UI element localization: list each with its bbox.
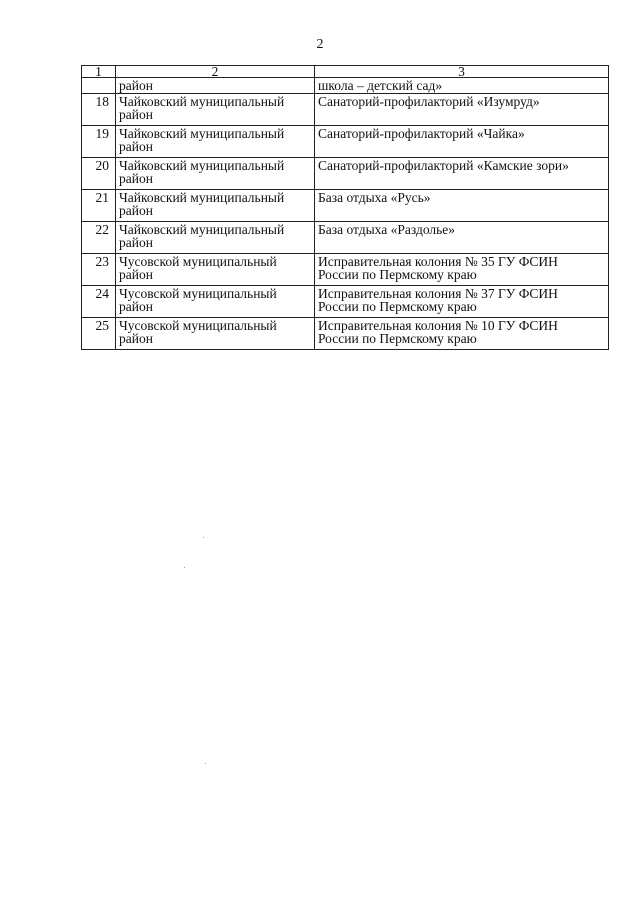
scan-speck — [205, 763, 206, 764]
district-text: район — [119, 139, 153, 154]
facility-cell — [315, 94, 609, 126]
facility-cell — [315, 286, 609, 318]
district-text: район — [119, 235, 153, 250]
district-cell — [116, 286, 315, 318]
district-cell — [116, 126, 315, 158]
district-text: Чайковский муниципальный — [119, 158, 285, 173]
facility-text: Санаторий-профилакторий «Чайка» — [318, 126, 525, 141]
facility-text: школа – детский сад» — [318, 78, 443, 93]
district-text: Чусовской муниципальный — [119, 286, 277, 301]
facility-cell — [315, 78, 609, 94]
row-number-cell: 19 — [82, 126, 116, 158]
table-row — [82, 94, 609, 126]
facility-text: России по Пермскому краю — [318, 299, 477, 314]
district-text: район — [119, 171, 153, 186]
district-cell — [116, 78, 315, 94]
district-cell — [116, 190, 315, 222]
table-row — [82, 158, 609, 190]
column-number-3: 3 — [315, 66, 609, 78]
table-row — [82, 254, 609, 286]
district-cell — [116, 254, 315, 286]
table-header-row — [82, 66, 609, 78]
district-text: район — [119, 107, 153, 122]
facility-cell — [315, 158, 609, 190]
facility-cell — [315, 190, 609, 222]
district-text: район — [119, 78, 153, 93]
facility-text: Санаторий-профилакторий «Камские зори» — [318, 158, 569, 173]
table-row — [82, 222, 609, 254]
row-number-cell: 20 — [82, 158, 116, 190]
facility-text: Санаторий-профилакторий «Изумруд» — [318, 94, 540, 109]
facility-cell — [315, 318, 609, 350]
facilities-table — [81, 65, 609, 350]
table-row — [82, 318, 609, 350]
table-body — [82, 66, 609, 350]
district-text: район — [119, 331, 153, 346]
facility-cell — [315, 254, 609, 286]
page-number: 2 — [316, 37, 324, 52]
facility-text: Исправительная колония № 35 ГУ ФСИН — [318, 254, 558, 269]
row-number-cell: 18 — [82, 94, 116, 126]
district-text: район — [119, 299, 153, 314]
facility-text: Исправительная колония № 10 ГУ ФСИН — [318, 318, 558, 333]
district-text: Чайковский муниципальный — [119, 94, 285, 109]
district-cell — [116, 318, 315, 350]
facility-cell — [315, 222, 609, 254]
facility-text: База отдыха «Русь» — [318, 190, 431, 205]
facility-text: России по Пермскому краю — [318, 331, 477, 346]
table-row — [82, 126, 609, 158]
row-number-cell — [82, 78, 116, 94]
row-number-cell: 22 — [82, 222, 116, 254]
district-text: Чусовской муниципальный — [119, 318, 277, 333]
row-number-cell: 24 — [82, 286, 116, 318]
scan-speck — [203, 537, 204, 538]
table-row — [82, 286, 609, 318]
table-row — [82, 190, 609, 222]
column-number-1: 1 — [82, 66, 116, 78]
column-number-2: 2 — [116, 66, 315, 78]
district-text: район — [119, 267, 153, 282]
facility-text: Исправительная колония № 37 ГУ ФСИН — [318, 286, 558, 301]
facility-text: России по Пермскому краю — [318, 267, 477, 282]
district-text: Чайковский муниципальный — [119, 222, 285, 237]
row-number-cell: 25 — [82, 318, 116, 350]
table-continuation-row — [82, 78, 609, 94]
facility-text: База отдыха «Раздолье» — [318, 222, 456, 237]
district-text: Чусовской муниципальный — [119, 254, 277, 269]
row-number-cell: 21 — [82, 190, 116, 222]
district-cell — [116, 222, 315, 254]
district-text: Чайковский муниципальный — [119, 126, 285, 141]
district-cell — [116, 94, 315, 126]
facility-cell — [315, 126, 609, 158]
district-cell — [116, 158, 315, 190]
scan-speck — [184, 567, 185, 568]
row-number-cell: 23 — [82, 254, 116, 286]
district-text: Чайковский муниципальный — [119, 190, 285, 205]
district-text: район — [119, 203, 153, 218]
